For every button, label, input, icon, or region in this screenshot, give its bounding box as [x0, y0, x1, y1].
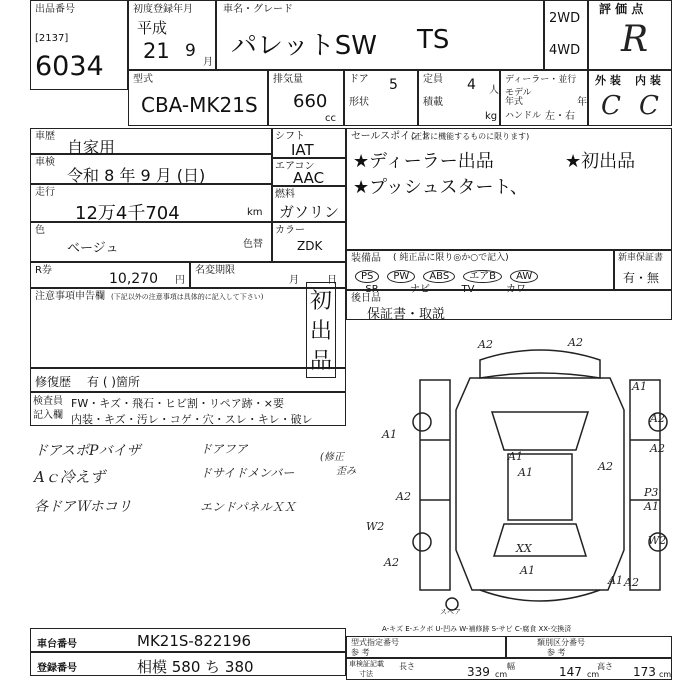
mileage-label: 走行: [35, 187, 55, 198]
warranty-value: 有・無: [623, 271, 660, 285]
mark-5: A1: [382, 428, 397, 441]
hw-note-5: ドサイドメンバー: [200, 466, 295, 480]
shift-label: シフト: [275, 131, 305, 142]
name-change-month: 月: [289, 275, 299, 286]
mark-4: A2: [650, 412, 665, 425]
inspection-box: [30, 154, 272, 184]
recycle-value: 10,270: [109, 271, 158, 287]
load-unit: kg: [485, 111, 498, 122]
mark-16: A1: [520, 564, 535, 577]
type-designation-box: [346, 636, 506, 658]
name-change-label: 名変期限: [195, 265, 235, 276]
first-reg-era: 平成: [137, 19, 168, 37]
color-code-box: [272, 222, 346, 262]
type-designation-ref: 参 考: [351, 648, 370, 657]
doors-box: [344, 70, 418, 126]
equipment-abs: ABS: [423, 270, 455, 283]
diagram-roof: [508, 454, 572, 520]
inspector-row-1: FW・キズ・飛石・ヒビ割・リペア跡・×要: [71, 397, 284, 410]
mark-15: XX: [516, 542, 532, 555]
inspector-box: [30, 392, 346, 426]
aircon-value: AAC: [293, 169, 325, 187]
first-reg-label: 初度登録年月: [133, 4, 193, 15]
notes-label: 注意事項申告欄: [35, 291, 105, 302]
model-box: [128, 70, 268, 126]
hw-note-3: 各ドアＷホコリ: [34, 499, 132, 515]
equipment-box: [346, 250, 614, 295]
dealer-box: [500, 70, 588, 126]
fuel-value: ガソリン: [279, 203, 340, 221]
lot-label: 出品番号: [35, 4, 75, 15]
equipment-airbag: エアB: [463, 270, 502, 283]
drive-4wd: 4WD: [549, 43, 581, 58]
car-damage-diagram: [366, 330, 690, 620]
category-ref: 参 考: [547, 648, 566, 657]
notes-box: [30, 288, 346, 368]
hw-note-8: 歪み: [336, 466, 356, 477]
equipment-tv: TV: [461, 284, 475, 295]
first-reg-year: 21: [143, 39, 170, 63]
hw-note-4: ドアフア: [200, 442, 248, 456]
int-label: 内 装: [635, 74, 661, 87]
inspector-row-2: 内装・キズ・汚レ・コゲ・穴・スレ・キレ・破レ: [71, 413, 313, 426]
dims-width-unit: cm: [587, 670, 600, 679]
displacement-unit: cc: [325, 113, 336, 124]
accessories-label: 後日品: [351, 293, 381, 304]
plate-box: [30, 652, 346, 676]
repair-label: 修復歴: [35, 375, 72, 389]
drive-2wd: 2WD: [549, 11, 581, 26]
dims-length-label: 長さ: [399, 662, 415, 671]
car-name-box: [216, 0, 544, 70]
first-reg-month: 9: [185, 41, 196, 61]
color-value: ベージュ: [67, 241, 119, 256]
color-code-label: カラー: [275, 225, 305, 236]
ext-value: C: [601, 91, 621, 121]
sales-point-3: ★プッシュスタート、: [353, 177, 528, 198]
load-label: 積載: [423, 97, 443, 108]
mark-2: A2: [568, 336, 583, 349]
model-label: 型式: [133, 74, 153, 85]
dims-width-label: 幅: [507, 662, 515, 671]
model-year-label: モデル年式: [505, 88, 532, 107]
warranty-label: 新車保証書: [618, 253, 664, 263]
equipment-sr: SR: [365, 284, 379, 295]
diagram-body: [456, 378, 624, 590]
dims-length: 339: [467, 665, 490, 679]
name-change-day: 日: [327, 275, 337, 286]
inspector-label-2: 記入欄: [33, 410, 63, 421]
recycle-label: R券: [35, 265, 52, 276]
equipment-leather: カワ: [506, 284, 526, 295]
dims-label-1: 車検証記載: [349, 660, 384, 668]
shape-label: 形状: [349, 97, 369, 108]
history-value: 自家用: [67, 138, 116, 157]
model-year-unit: 年: [577, 97, 587, 108]
color-box: [30, 222, 272, 262]
fuel-label: 燃料: [275, 189, 295, 200]
mark-11: P3: [644, 486, 659, 499]
capacity-label: 定員: [423, 74, 443, 85]
diagram-left-side: [420, 380, 450, 590]
chassis-value: MK21S-822196: [137, 632, 252, 650]
dealer-label: ディーラー・並行: [505, 75, 577, 85]
category-box: [506, 636, 672, 658]
mileage-unit: km: [247, 207, 263, 218]
ext-label: 外 装: [595, 74, 621, 87]
handle-label: ハンドル: [505, 111, 542, 121]
equipment-note: ( 純正品に限り◎か○で記入): [393, 253, 509, 263]
dims-height-label: 高さ: [597, 662, 613, 671]
grade-label: 評 価 点: [599, 2, 644, 16]
sales-points-box: [346, 128, 672, 250]
car-name-label: 車名・グレード: [223, 4, 293, 15]
type-designation-label: 型式指定番号: [351, 638, 399, 647]
accessories-box: [346, 290, 672, 320]
displacement-value: 660: [293, 91, 328, 112]
mark-10: A2: [598, 460, 613, 473]
equipment-pw: PW: [387, 270, 415, 283]
repair-box: [30, 368, 346, 392]
lot-number-box: [30, 0, 128, 90]
sales-points-note: (正常に機能するものに限ります): [411, 132, 530, 141]
history-label: 車歴: [35, 131, 55, 142]
mileage-box: [30, 184, 272, 222]
mark-13: W2: [366, 520, 385, 533]
color-change-label: 色替: [243, 239, 263, 250]
first-reg-month-unit: 月: [203, 57, 213, 68]
car-grade: TS: [417, 25, 450, 55]
recycle-unit: 円: [175, 275, 185, 286]
inspection-value: 令和 8 年 9 月 (日): [67, 166, 206, 185]
model-value: CBA-MK21S: [141, 93, 258, 117]
inspector-label-1: 検査員: [33, 396, 63, 407]
hw-note-7: (修正: [320, 452, 344, 463]
mark-12: A1: [644, 500, 659, 513]
repair-value: 有 ( )箇所: [87, 375, 140, 389]
car-name: パレットSW: [231, 31, 377, 61]
dims-width: 147: [559, 665, 582, 679]
equipment-aw: AW: [510, 270, 538, 283]
aircon-label: エアコン: [275, 161, 315, 172]
recycle-box: [30, 262, 190, 288]
dims-height-unit: cm: [659, 670, 672, 679]
plate-label: 登録番号: [37, 663, 77, 674]
chassis-label: 車台番号: [37, 639, 77, 650]
hw-note-6: エンドパネルＸＸ: [200, 500, 296, 514]
first-listing-stamp: [306, 282, 336, 378]
history-box: [30, 128, 272, 157]
first-listing-stamp-text: 初出品: [310, 289, 333, 374]
color-label: 色: [35, 225, 45, 236]
lot-number: 6034: [35, 51, 104, 82]
dims-height: 173: [633, 665, 656, 679]
hw-note-2: Aｃ冷えず: [34, 468, 105, 486]
shift-value: IAT: [291, 141, 314, 159]
capacity-value: 4: [467, 77, 476, 93]
mark-1: A2: [478, 338, 493, 351]
doors-value: 5: [389, 77, 398, 93]
accessories-value: 保証書・取説: [367, 307, 446, 322]
damage-legend: A-キズ E-エクボ U-凹み W-補修跡 S-サビ C-腐食 XX-交換済: [382, 625, 572, 633]
diagram-wheel-rl: [413, 533, 431, 551]
plate-value: 相模 580 ち 380: [137, 658, 254, 676]
mark-14: W2: [648, 534, 667, 547]
dims-length-unit: cm: [495, 670, 508, 679]
lot-small-code: [2137]: [35, 33, 69, 44]
displacement-label: 排気量: [273, 74, 303, 85]
diagram-windshield: [492, 412, 588, 450]
sales-point-2: ★初出品: [565, 151, 636, 172]
capacity-unit: 人: [489, 85, 499, 96]
shift-box: [272, 128, 346, 158]
inspection-label: 車検: [35, 157, 55, 168]
drive-box: [544, 0, 588, 70]
ext-int-box: [588, 70, 672, 126]
doors-label: ドア: [349, 74, 369, 85]
sales-point-1: ★ディーラー出品: [353, 151, 494, 172]
equipment-ps: PS: [355, 270, 379, 283]
grade-box: [588, 0, 672, 70]
mark-19: A2: [624, 576, 639, 589]
spare-label: スペア: [440, 608, 461, 616]
mark-9: A2: [396, 490, 411, 503]
fuel-box: [272, 186, 346, 222]
notes-note: (下記以外の注意事項は具体的に記入して下さい): [111, 293, 264, 301]
mark-6: A2: [650, 442, 665, 455]
dims-label-2: 寸法: [359, 670, 373, 678]
category-label: 類別区分番号: [537, 638, 585, 647]
capacity-box: [418, 70, 500, 126]
mark-17: A2: [384, 556, 399, 569]
sales-points-label: セールスポイント: [351, 131, 431, 142]
mark-3: A1: [632, 380, 647, 393]
int-value: C: [639, 91, 659, 121]
equipment-label: 装備品: [351, 253, 381, 264]
mark-7: A1: [508, 450, 523, 463]
equipment-navi: ナビ: [410, 284, 430, 295]
mark-18: A1: [608, 574, 623, 587]
color-code-value: ZDK: [297, 239, 323, 253]
warranty-box: [614, 250, 672, 290]
aircon-box: [272, 158, 346, 186]
displacement-box: [268, 70, 344, 126]
mileage-value: 12万4千704: [75, 203, 180, 224]
diagram-rear-bumper: [480, 590, 600, 601]
mark-8: A1: [518, 466, 533, 479]
first-registration-box: [128, 0, 216, 70]
chassis-box: [30, 628, 346, 652]
diagram-wheel-fl: [413, 413, 431, 431]
handle-value: 左・右: [545, 111, 575, 122]
diagram-rear-window: [494, 524, 586, 556]
dimensions-box: [346, 658, 672, 680]
diagram-hood: [480, 350, 600, 378]
grade-value: R: [621, 19, 649, 60]
hw-note-1: ドアスポPバイザ: [34, 443, 141, 459]
